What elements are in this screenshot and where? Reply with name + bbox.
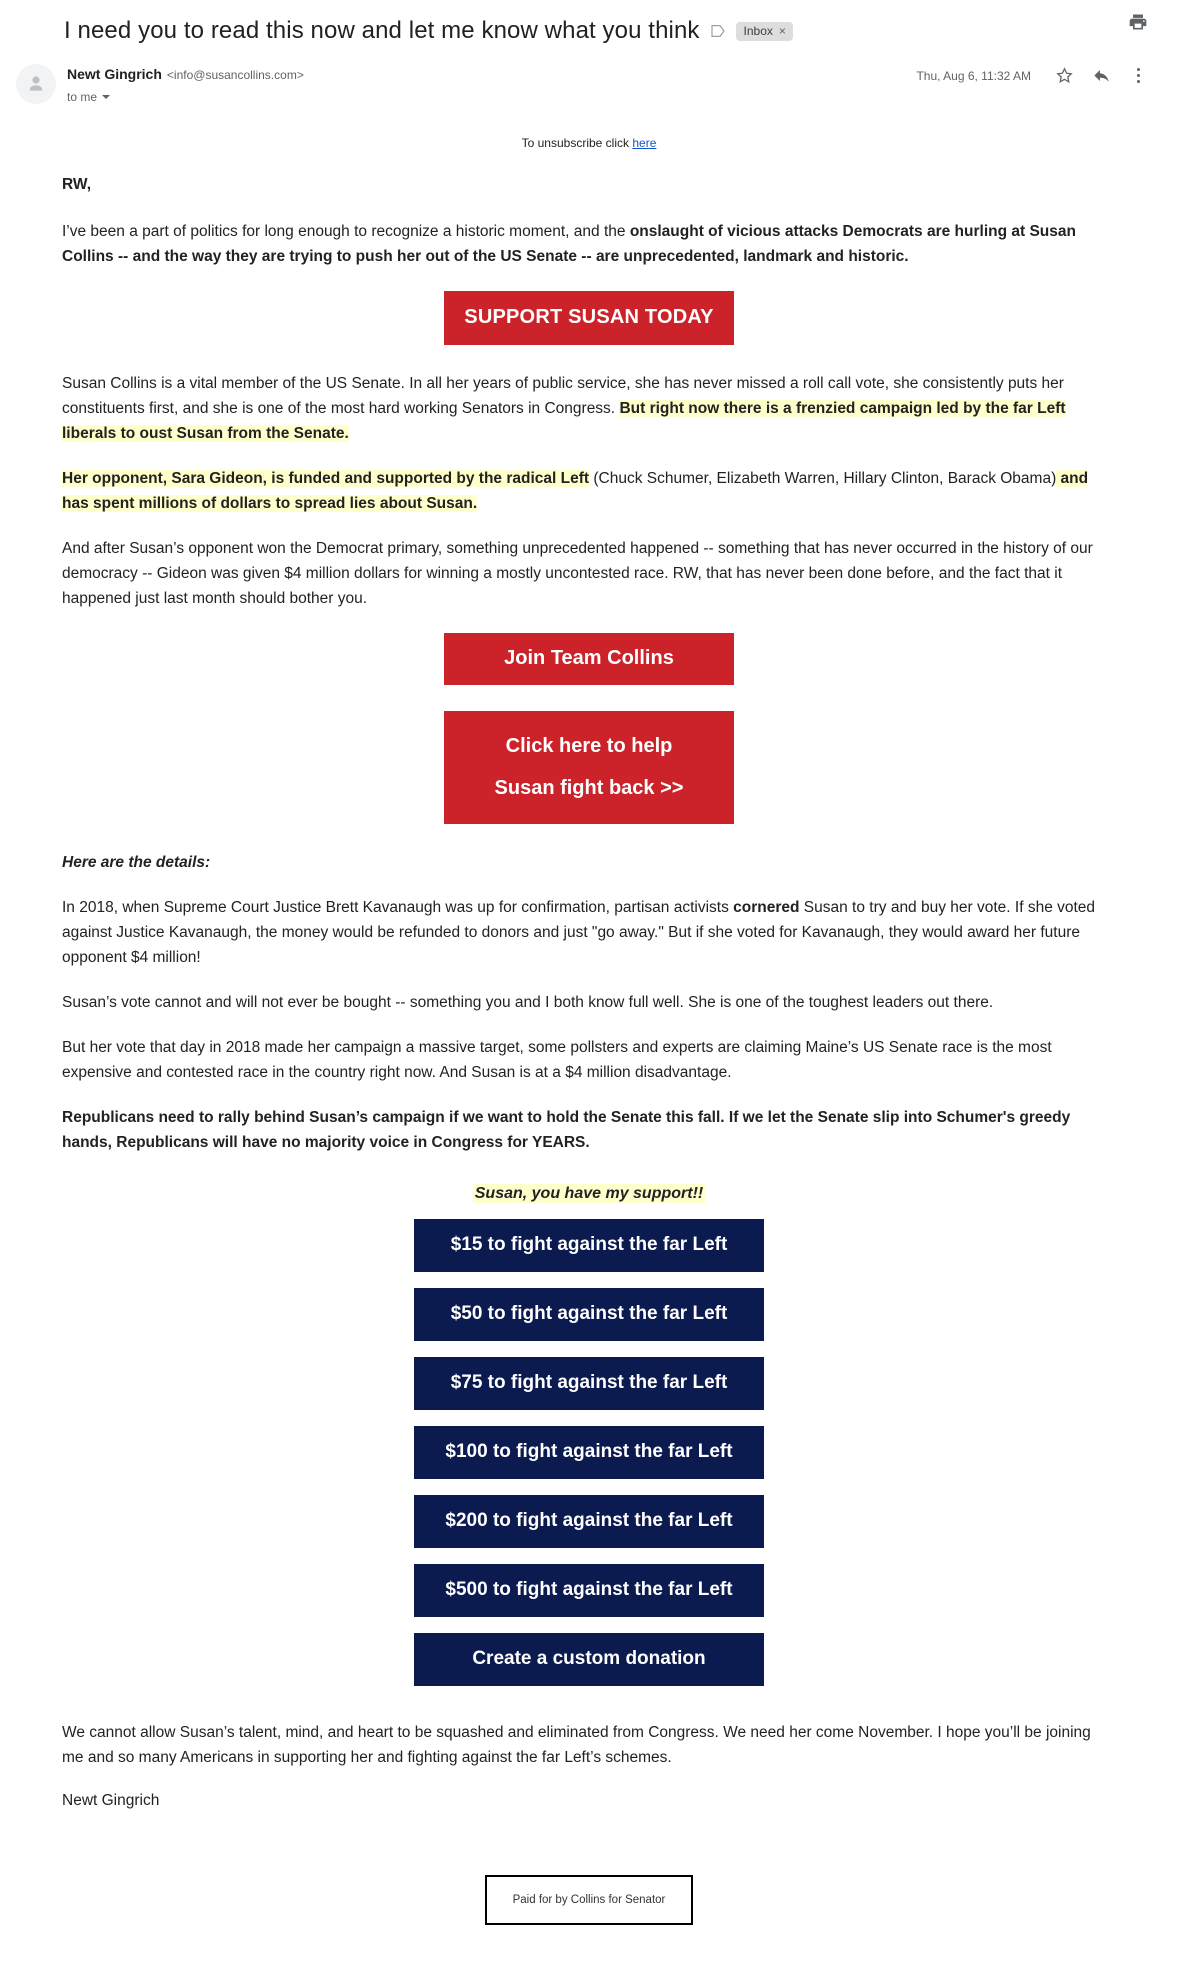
important-marker-icon[interactable]	[710, 23, 726, 39]
p5-bold: cornered	[733, 899, 800, 916]
header-actions	[916, 62, 1148, 85]
print-icon[interactable]	[1128, 12, 1148, 32]
recipient-label: to me	[67, 90, 98, 104]
reply-icon[interactable]	[1092, 66, 1111, 85]
more-options-icon[interactable]	[1129, 66, 1148, 85]
label-chip-inbox[interactable]	[736, 22, 793, 41]
support-button-wrap	[62, 291, 1116, 345]
help-button-wrap	[62, 711, 1116, 824]
sender-row	[0, 48, 1178, 108]
p1-bold: onslaught of vicious attacks Democrats are hurling at Susan Collins -- and the way they are trying to push her out of the US Senate -- are unprecedented, landmark and historic.	[62, 223, 1076, 265]
recipient-row[interactable]	[67, 90, 916, 104]
support-susan-today-button[interactable]: SUPPORT SUSAN TODAY	[444, 291, 734, 345]
paragraph-5	[62, 895, 1116, 970]
p3-plain: (Chuck Schumer, Elizabeth Warren, Hillary Clinton, Barack Obama)	[589, 470, 1057, 487]
donate-heading	[62, 1185, 1116, 1203]
p3-highlight: Her opponent, Sara Gideon, is funded and supported by the radical Left	[62, 470, 590, 487]
p2-highlight: But right now there is a frenzied campaign led by the far Left liberals to oust Susan from the Senate.	[62, 400, 1066, 442]
paragraph-8	[62, 1105, 1116, 1155]
click-here-to-help-button[interactable]	[444, 711, 734, 824]
p3-highlight-2: and has spent millions of dollars to spread lies about Susan.	[62, 470, 1089, 512]
paid-for-disclaimer: Paid for by Collins for Senator	[485, 1875, 694, 1925]
p8-bold: Republicans need to rally behind Susan’s campaign if we want to hold the Senate this fall. If we let the Senate slip into Schumer's greedy hands, Republicans will have no majority voice in Congress for YEARS.	[62, 1109, 1071, 1151]
donate-heading-text: Susan, you have my support!!	[474, 1185, 704, 1202]
sender-name: Newt Gingrich	[67, 66, 162, 82]
p5-plain-b: Susan to try and buy her vote. If she voted against Justice Kavanaugh, the money would be refunded to donors and just "go away." But if she voted for Kavanaugh, they would award her future opponent $4 million!	[62, 899, 1096, 966]
mail-header	[0, 0, 1178, 48]
join-button-wrap	[62, 633, 1116, 685]
star-icon[interactable]	[1055, 66, 1074, 85]
paragraph-2	[62, 371, 1116, 446]
email-body	[0, 136, 1178, 1965]
avatar	[16, 64, 56, 104]
page-title: I need you to read this now and let me know what you think	[64, 17, 700, 44]
subject-row	[64, 14, 1142, 48]
donate-button-custom[interactable]: Create a custom donation	[414, 1633, 764, 1686]
sender-info	[67, 62, 916, 104]
donate-button-15[interactable]: $15 to fight against the far Left	[414, 1219, 764, 1272]
salutation: RW,	[62, 176, 91, 193]
unsubscribe-link[interactable]: here	[632, 136, 657, 150]
details-heading: Here are the details:	[62, 854, 211, 871]
p5-plain-a: In 2018, when Supreme Court Justice Brett Kavanaugh was up for confirmation, partisan activists	[62, 899, 734, 916]
donate-button-500[interactable]: $500 to fight against the far Left	[414, 1564, 764, 1617]
unsubscribe-line	[30, 136, 1148, 150]
paragraph-4: And after Susan’s opponent won the Democrat primary, something unprecedented happened -- something that has never occurred in the history of our democracy -- Gideon was given $4 million dollars for winning a mostly uncontested race. RW, that has never been done before, and the fact that it happened just last month should bother you.	[62, 540, 1093, 607]
sender-email: <info@susancollins.com>	[166, 68, 304, 82]
signoff	[62, 1720, 1116, 1813]
donate-button-200[interactable]: $200 to fight against the far Left	[414, 1495, 764, 1548]
paragraph-6: Susan’s vote cannot and will not ever be bought -- something you and I both know full well. She is one of the toughest leaders out there.	[62, 994, 994, 1011]
donation-button-list	[62, 1219, 1116, 1686]
join-team-collins-button[interactable]: Join Team Collins	[444, 633, 734, 685]
label-chip-text: Inbox	[743, 23, 773, 38]
help-button-line-2: Susan fight back >>	[494, 777, 684, 799]
p2-plain: Susan Collins is a vital member of the US Senate. In all her years of public service, she has never missed a roll call vote, she consistently puts her constituents first, and she is one of the most hard working Senators in Congress.	[62, 375, 1064, 417]
disclaimer-wrap	[62, 1875, 1116, 1965]
sender-line	[67, 64, 916, 85]
close-icon[interactable]: ×	[778, 24, 786, 38]
paragraph-3	[62, 466, 1116, 516]
timestamp: Thu, Aug 6, 11:32 AM	[916, 68, 1031, 83]
email-content	[30, 172, 1148, 1965]
signature: Newt Gingrich	[62, 1792, 160, 1809]
donate-button-75[interactable]: $75 to fight against the far Left	[414, 1357, 764, 1410]
help-button-line-1: Click here to help	[505, 735, 673, 757]
donate-button-100[interactable]: $100 to fight against the far Left	[414, 1426, 764, 1479]
unsubscribe-text: To unsubscribe click	[521, 136, 633, 150]
chevron-down-icon[interactable]	[102, 95, 110, 99]
paragraph-7: But her vote that day in 2018 made her campaign a massive target, some pollsters and experts are claiming Maine’s US Senate race is the most expensive and contested race in the country right now. And Susan is at a $4 million disadvantage.	[62, 1039, 1052, 1081]
closing-paragraph: We cannot allow Susan’s talent, mind, and heart to be squashed and eliminated from Congress. We need her come November. I hope you’ll be joining me and so many Americans in supporting her and fighting against the far Left’s schemes.	[62, 1724, 1091, 1766]
donate-button-50[interactable]: $50 to fight against the far Left	[414, 1288, 764, 1341]
p1-plain: I’ve been a part of politics for long enough to recognize a historic moment, and the	[62, 223, 630, 240]
paragraph-1	[62, 219, 1116, 269]
